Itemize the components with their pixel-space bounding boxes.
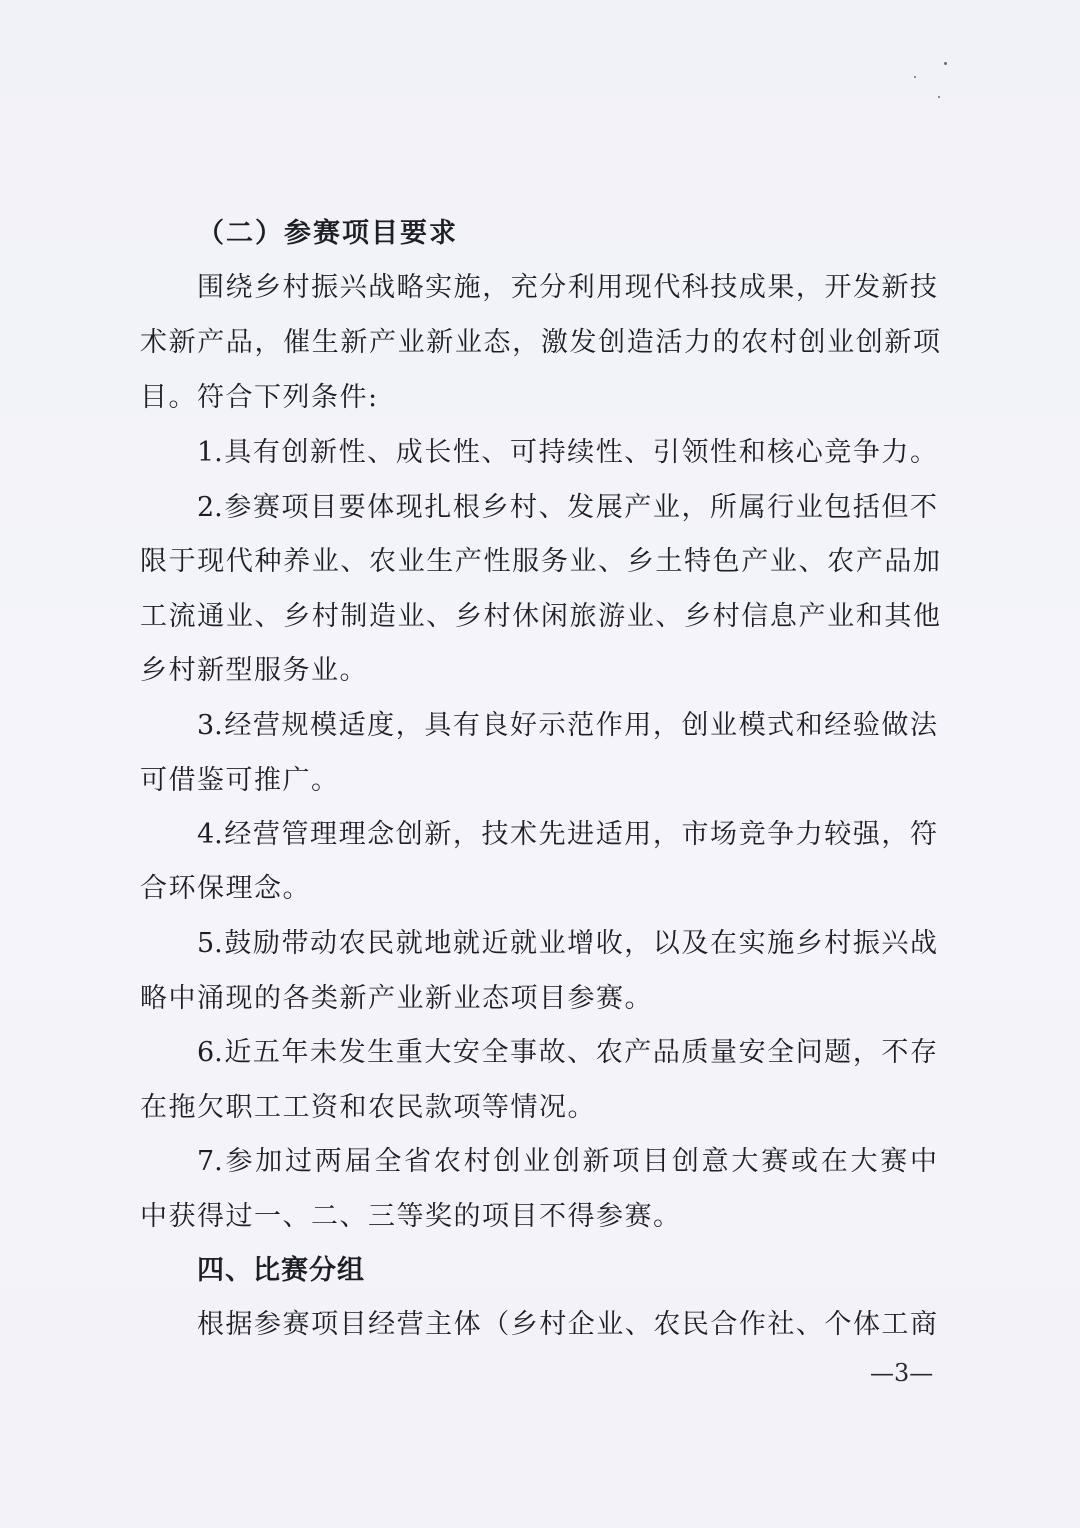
section-4-line-1: 根据参赛项目经营主体（乡村企业、农民合作社、个体工商 (197, 1309, 937, 1340)
item-2-line-1: 2.参赛项目要体现扎根乡村、发展产业，所属行业包括但不 (197, 492, 937, 523)
intro-line-1: 围绕乡村振兴战略实施，充分利用现代科技成果，开发新技 (197, 272, 937, 303)
section-heading: （二）参赛项目要求 (197, 218, 458, 249)
item-4-line-1: 4.经营管理理念创新，技术先进适用，市场竞争力较强，符 (197, 819, 937, 850)
item-3-line-2: 可借鉴可推广。 (140, 765, 340, 796)
item-2-line-3: 工流通业、乡村制造业、乡村休闲旅游业、乡村信息产业和其他 (140, 601, 940, 632)
scan-speck (944, 62, 947, 65)
section-4-heading: 四、比赛分组 (197, 1255, 365, 1286)
item-7-line-1: 7.参加过两届全省农村创业创新项目创意大赛或在大赛中 (197, 1146, 937, 1177)
page-number: —3— (870, 1359, 934, 1387)
item-2-line-4: 乡村新型服务业。 (140, 655, 368, 686)
item-7-line-2: 中获得过一、二、三等奖的项目不得参赛。 (140, 1201, 682, 1232)
item-5-line-2: 略中涌现的各类新产业新业态项目参赛。 (140, 983, 653, 1014)
item-2-line-2: 限于现代种养业、农业生产性服务业、乡土特色产业、农产品加 (140, 546, 940, 577)
item-4-line-2: 合环保理念。 (140, 873, 311, 904)
intro-line-2: 术新产品，催生新产业新业态，激发创造活力的农村创业创新项 (140, 327, 940, 358)
item-3-line-1: 3.经营规模适度，具有良好示范作用，创业模式和经验做法 (197, 710, 937, 741)
scan-speck (914, 76, 916, 78)
scan-speck (938, 96, 940, 98)
intro-line-3: 目。符合下列条件: (140, 382, 379, 413)
item-6-line-2: 在拖欠职工工资和农民款项等情况。 (140, 1092, 596, 1123)
item-5-line-1: 5.鼓励带动农民就地就近就业增收，以及在实施乡村振兴战 (197, 928, 937, 959)
item-6-line-1: 6.近五年未发生重大安全事故、农产品质量安全问题，不存 (197, 1037, 937, 1068)
item-1-line-1: 1.具有创新性、成长性、可持续性、引领性和核心竞争力。 (197, 437, 937, 468)
